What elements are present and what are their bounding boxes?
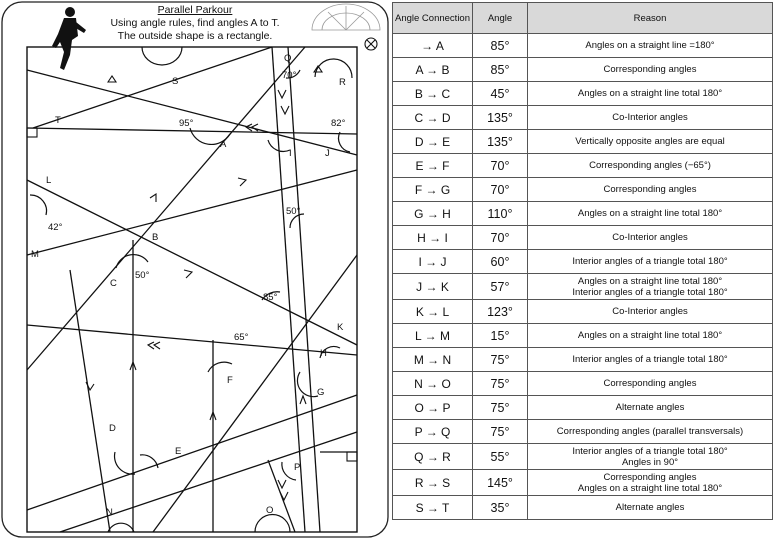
- reason-line: Co-Interior angles: [612, 112, 688, 123]
- angle-value-cell: 135°: [473, 106, 528, 130]
- angle-value: 50°: [286, 206, 301, 217]
- answer-table: [392, 2, 773, 520]
- angle-connection: S → T: [393, 496, 473, 520]
- angle-value-cell: 123°: [473, 300, 528, 324]
- reason-line: Co-Interior angles: [612, 232, 688, 243]
- reason-cell: [528, 58, 773, 82]
- reason-line: Angles on a straight line total 180°: [577, 482, 723, 494]
- table-row: [393, 106, 773, 130]
- angle-value: 82°: [331, 118, 346, 129]
- angle-connection: N → O: [393, 372, 473, 396]
- angle-value-cell: 85°: [473, 58, 528, 82]
- angle-connection: D → E: [393, 130, 473, 154]
- table-row: [393, 324, 773, 348]
- angle-connection: I → J: [393, 250, 473, 274]
- table-row: [393, 420, 773, 444]
- reason-cell: [528, 226, 773, 250]
- angle-connection: → A: [393, 34, 473, 58]
- reason-line: Angles on a straight line total 180°: [577, 208, 723, 219]
- point-label: O: [266, 505, 274, 516]
- reason-cell: [528, 324, 773, 348]
- reason-line: Alternate angles: [615, 502, 685, 513]
- angle-value-cell: 75°: [473, 420, 528, 444]
- compass-target-icon[interactable]: [365, 38, 377, 50]
- reason-cell: [528, 372, 773, 396]
- angle-value-cell: 55°: [473, 444, 528, 470]
- table-row: [393, 226, 773, 250]
- reason-cell: [528, 496, 773, 520]
- table-row: [393, 496, 773, 520]
- point-label: M: [31, 249, 39, 260]
- reason-cell: [528, 300, 773, 324]
- reason-line: Interior angles of a triangle total 180°: [572, 286, 728, 298]
- angle-connection: C → D: [393, 106, 473, 130]
- angle-value-cell: 75°: [473, 348, 528, 372]
- header-reason: Reason: [528, 3, 773, 34]
- reason-line: Corresponding angles: [603, 471, 697, 483]
- angle-value: 85°: [263, 292, 278, 303]
- point-label: N: [106, 507, 113, 518]
- reason-line: Interior angles of a triangle total 180°: [572, 354, 728, 365]
- point-label: B: [152, 232, 159, 243]
- angle-value: 65°: [234, 332, 249, 343]
- worksheet-title: Parallel Parkour: [157, 4, 233, 16]
- angle-connection: B → C: [393, 82, 473, 106]
- angle-connection: P → Q: [393, 420, 473, 444]
- angle-value-cell: 70°: [473, 226, 528, 250]
- angle-value-cell: 145°: [473, 470, 528, 496]
- reason-cell: [528, 106, 773, 130]
- angle-value-cell: 75°: [473, 372, 528, 396]
- table-row: [393, 372, 773, 396]
- reason-line: Angles on a straight line total 180°: [577, 330, 723, 341]
- angle-value: 70°: [282, 70, 297, 81]
- point-label: F: [227, 375, 233, 386]
- point-label: C: [110, 278, 117, 289]
- point-label: Q: [284, 53, 292, 64]
- table-row: [393, 300, 773, 324]
- reason-cell: [528, 82, 773, 106]
- angle-connection: Q → R: [393, 444, 473, 470]
- angle-connection: E → F: [393, 154, 473, 178]
- angle-value-cell: 60°: [473, 250, 528, 274]
- reason-cell: [528, 154, 773, 178]
- reason-line: Angles on a straight line total 180°: [577, 275, 723, 287]
- reason-cell: [528, 202, 773, 226]
- reason-line: Angles on a straight line total 180°: [577, 88, 723, 99]
- reason-line: Vertically opposite angles are equal: [575, 136, 725, 147]
- table-row: [393, 202, 773, 226]
- reason-cell: [528, 34, 773, 58]
- point-label: T: [55, 115, 61, 126]
- point-label: I: [289, 148, 292, 159]
- point-label: D: [109, 423, 116, 434]
- reason-cell: [528, 274, 773, 300]
- reason-line: Alternate angles: [615, 402, 685, 413]
- reason-line: Interior angles of a triangle total 180°: [572, 256, 728, 267]
- reason-cell: [528, 470, 773, 496]
- instruction-line-2: The outside shape is a rectangle.: [117, 30, 273, 42]
- angle-value-cell: 70°: [473, 154, 528, 178]
- point-label: P: [294, 462, 301, 473]
- angle-connection: O → P: [393, 396, 473, 420]
- reason-cell: [528, 178, 773, 202]
- table-row: [393, 178, 773, 202]
- reason-line: Co-Interior angles: [612, 306, 688, 317]
- reason-line: Corresponding angles (−65°): [589, 160, 711, 171]
- angle-connection: H → I: [393, 226, 473, 250]
- instruction-line-1: Using angle rules, find angles A to T.: [110, 17, 280, 29]
- angle-connection: F → G: [393, 178, 473, 202]
- angle-value-cell: 35°: [473, 496, 528, 520]
- point-label: S: [172, 76, 179, 87]
- angle-connection: K → L: [393, 300, 473, 324]
- reason-cell: [528, 250, 773, 274]
- angle-connection: R → S: [393, 470, 473, 496]
- reason-line: Angles in 90°: [621, 456, 679, 468]
- reason-cell: [528, 348, 773, 372]
- angle-value: 50°: [135, 270, 150, 281]
- header-connection: Angle Connection: [393, 3, 473, 34]
- angle-value: 95°: [179, 118, 194, 129]
- angle-value-cell: 75°: [473, 396, 528, 420]
- angle-value-cell: 85°: [473, 34, 528, 58]
- point-label: H: [320, 348, 327, 359]
- point-label: E: [175, 446, 182, 457]
- angle-connection: L → M: [393, 324, 473, 348]
- angle-value: 42°: [48, 222, 63, 233]
- table-row: [393, 130, 773, 154]
- header-angle: Angle: [473, 3, 528, 34]
- reason-line: Angles on a straight line =180°: [585, 40, 715, 51]
- reason-line: Interior angles of a triangle total 180°: [572, 445, 728, 457]
- point-label: R: [339, 77, 346, 88]
- table-row: [393, 396, 773, 420]
- point-label: J: [325, 148, 330, 159]
- runner-icon: [52, 7, 86, 70]
- angle-connection: J → K: [393, 274, 473, 300]
- table-row: [393, 470, 773, 496]
- angle-value-cell: 135°: [473, 130, 528, 154]
- protractor-icon: [312, 4, 380, 30]
- reason-line: Corresponding angles (parallel transversals): [556, 426, 744, 437]
- angle-connection: G → H: [393, 202, 473, 226]
- reason-cell: [528, 444, 773, 470]
- angle-value-labels: [48, 70, 346, 343]
- reason-cell: [528, 396, 773, 420]
- table-row: [393, 250, 773, 274]
- angle-connection: A → B: [393, 58, 473, 82]
- answer-rows: [393, 34, 773, 520]
- table-row: [393, 154, 773, 178]
- reason-line: Corresponding angles: [603, 184, 697, 195]
- angle-value-cell: 57°: [473, 274, 528, 300]
- point-label: G: [317, 387, 325, 398]
- table-row: [393, 348, 773, 372]
- reason-line: Corresponding angles: [603, 378, 697, 389]
- table-row: [393, 58, 773, 82]
- table-row: [393, 34, 773, 58]
- point-label: K: [337, 322, 344, 333]
- angle-value-cell: 15°: [473, 324, 528, 348]
- angle-connection: M → N: [393, 348, 473, 372]
- reason-line: Corresponding angles: [603, 64, 697, 75]
- point-label: L: [46, 175, 52, 186]
- angle-value-cell: 70°: [473, 178, 528, 202]
- table-row: [393, 82, 773, 106]
- panel-frame: [2, 2, 388, 537]
- point-label: A: [220, 139, 227, 150]
- reason-cell: [528, 420, 773, 444]
- angle-value-cell: 110°: [473, 202, 528, 226]
- angle-value-cell: 45°: [473, 82, 528, 106]
- reason-cell: [528, 130, 773, 154]
- table-row: [393, 274, 773, 300]
- table-row: [393, 444, 773, 470]
